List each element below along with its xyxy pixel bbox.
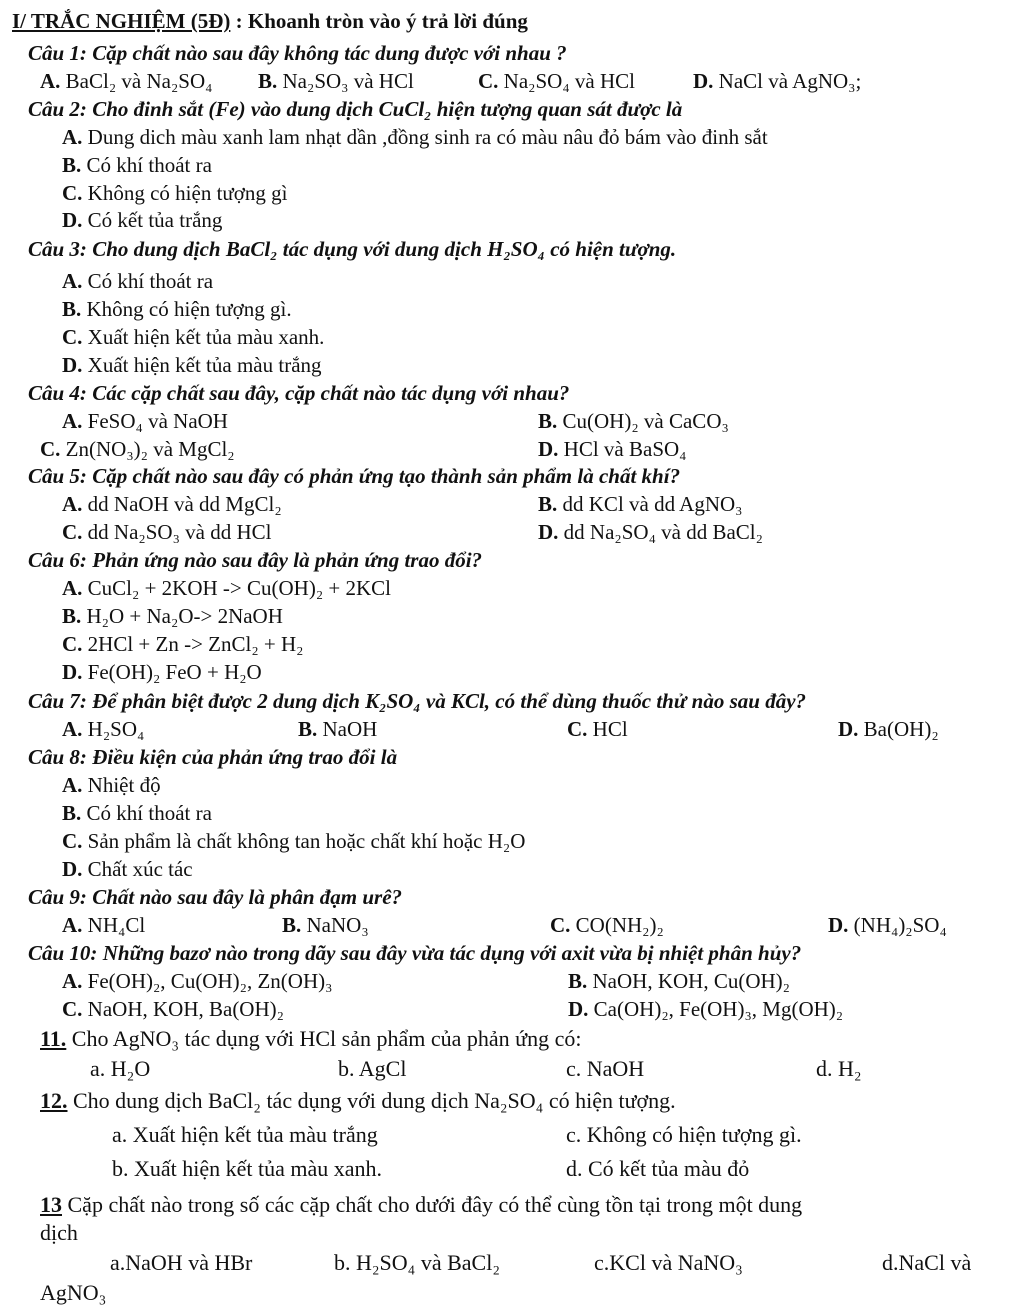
section-title: I/ TRẮC NGHIỆM (5Đ): [12, 9, 231, 33]
question-number: 11.: [40, 1026, 67, 1051]
option-d[interactable]: D. NaCl và AgNO₃;: [693, 69, 862, 93]
question-number: Câu 6:: [28, 548, 87, 572]
option-c[interactable]: C. Zn(NO₃)₂ và MgCl₂: [40, 437, 235, 461]
option-b[interactable]: B. dd KCl và dd AgNO₃: [538, 492, 743, 516]
option-b[interactable]: B. H₂O + Na₂O-> 2NaOH: [62, 604, 283, 628]
option-a[interactable]: A. NH₄Cl: [62, 913, 146, 937]
option-c[interactable]: c. Không có hiện tượng gì.: [566, 1122, 802, 1147]
question-number: Câu 5:: [28, 464, 87, 488]
option-d[interactable]: d. Có kết tủa màu đỏ: [566, 1156, 750, 1181]
question-text: Cho dung dịch BaCl₂ tác dụng với dung dịch H₂SO₄ có hiện tượng.: [92, 237, 677, 261]
option-b[interactable]: B. Không có hiện tượng gì.: [62, 297, 292, 321]
option-d[interactable]: D. Fe(OH)₂ FeO + H₂O: [62, 660, 262, 684]
question-text: Những bazơ nào trong dãy sau đây vừa tác dụng với axit vừa bị nhiệt phân hủy?: [102, 941, 802, 965]
option-b[interactable]: B. Cu(OH)₂ và CaCO₃: [538, 409, 729, 433]
option-a[interactable]: A. CuCl₂ + 2KOH -> Cu(OH)₂ + 2KCl: [62, 576, 392, 600]
question-12: [40, 1088, 676, 1114]
option-b[interactable]: B. Có khí thoát ra: [62, 153, 212, 177]
question-text: Phản ứng nào sau đây là phản ứng trao đổi?: [92, 548, 483, 572]
question-number: Câu 3:: [28, 237, 87, 261]
option-d[interactable]: D. Ba(OH)₂: [838, 717, 939, 741]
option-c[interactable]: C. Sản phẩm là chất không tan hoặc chất khí hoặc H₂O: [62, 829, 526, 853]
question-number: 12.: [40, 1088, 68, 1113]
question-text: Cặp chất nào sau đây không tác dung được với nhau ?: [92, 41, 567, 65]
option-a[interactable]: a. H₂O: [90, 1056, 151, 1081]
option-b[interactable]: B. Có khí thoát ra: [62, 801, 212, 825]
question-number: Câu 8:: [28, 745, 87, 769]
question-text: Cho đinh sắt (Fe) vào dung dịch CuCl₂ hiện tượng quan sát được là: [92, 97, 683, 121]
question-number: Câu 10:: [28, 941, 98, 965]
question-text: Để phân biệt được 2 dung dịch K₂SO₄ và KCl, có thể dùng thuốc thử nào sau đây?: [92, 689, 807, 713]
option-c[interactable]: C. 2HCl + Zn -> ZnCl₂ + H₂: [62, 632, 304, 656]
option-c[interactable]: C. Không có hiện tượng gì: [62, 181, 288, 205]
question-10: [28, 940, 801, 966]
option-c[interactable]: C. CO(NH₂)₂: [550, 913, 664, 937]
option-a[interactable]: A. dd NaOH và dd MgCl₂: [62, 492, 282, 516]
option-b[interactable]: b. AgCl: [338, 1056, 407, 1081]
option-d[interactable]: D. dd Na₂SO₄ và dd BaCl₂: [538, 520, 763, 544]
option-b[interactable]: B. NaOH, KOH, Cu(OH)₂: [568, 969, 790, 993]
question-5: [28, 463, 680, 489]
question-number: Câu 7:: [28, 689, 87, 713]
question-11: [40, 1026, 581, 1052]
option-c[interactable]: C. HCl: [567, 717, 628, 741]
question-number: 13: [40, 1192, 62, 1217]
question-3: [28, 236, 676, 262]
question-number: Câu 4:: [28, 381, 87, 405]
section-header: [12, 8, 528, 34]
question-9: [28, 884, 402, 910]
option-d[interactable]: D. Chất xúc tác: [62, 857, 193, 881]
option-a[interactable]: A. BaCl₂ và Na₂SO₄: [40, 69, 213, 93]
option-a[interactable]: A. Có khí thoát ra: [62, 269, 214, 293]
option-d[interactable]: d. H₂: [816, 1056, 862, 1081]
question-text: Cặp chất nào sau đây có phản ứng tạo thành sản phẩm là chất khí?: [92, 464, 681, 488]
section-instruction: : Khoanh tròn vào ý trả lời đúng: [235, 9, 528, 33]
option-b[interactable]: B. NaNO₃: [282, 913, 369, 937]
option-c[interactable]: C. Xuất hiện kết tủa màu xanh.: [62, 325, 325, 349]
question-2: [28, 96, 682, 122]
option-d[interactable]: D. (NH₄)₂SO₄: [828, 913, 947, 937]
question-number: Câu 1:: [28, 41, 87, 65]
option-b[interactable]: B. Na₂SO₃ và HCl: [258, 69, 414, 93]
option-c[interactable]: C. dd Na₂SO₃ và dd HCl: [62, 520, 272, 544]
question-6: [28, 547, 482, 573]
question-text: Chất nào sau đây là phân đạm urê?: [92, 885, 403, 909]
option-a[interactable]: A. H₂SO₄: [62, 717, 145, 741]
question-text: Điều kiện của phản ứng trao đổi là: [92, 745, 398, 769]
option-c[interactable]: c.KCl và NaNO₃: [594, 1250, 743, 1275]
option-a[interactable]: A. Dung dich màu xanh lam nhạt dần ,đồng sinh ra có màu nâu đỏ bám vào đinh sắt: [62, 125, 768, 149]
option-a[interactable]: A. Nhiệt độ: [62, 773, 161, 797]
option-d[interactable]: D. Có kết tủa trắng: [62, 208, 223, 232]
option-a[interactable]: A. FeSO₄ và NaOH: [62, 409, 228, 433]
option-a[interactable]: a. Xuất hiện kết tủa màu trắng: [112, 1122, 378, 1147]
question-text: Cho AgNO₃ tác dụng với HCl sản phẩm của phản ứng có:: [71, 1026, 582, 1051]
option-c[interactable]: C. Na₂SO₄ và HCl: [478, 69, 635, 93]
question-13-continuation: dịch: [40, 1220, 78, 1245]
question-7: [28, 688, 806, 714]
option-a[interactable]: a.NaOH và HBr: [110, 1250, 253, 1275]
question-4: [28, 380, 569, 406]
option-d[interactable]: d.NaCl và: [882, 1250, 972, 1275]
option-b[interactable]: B. NaOH: [298, 717, 378, 741]
question-number: Câu 2:: [28, 97, 87, 121]
question-text: Cho dung dịch BaCl₂ tác dụng với dung dịch Na₂SO₄ có hiện tượng.: [73, 1088, 676, 1113]
question-1: [28, 40, 567, 66]
option-b[interactable]: b. Xuất hiện kết tủa màu xanh.: [112, 1156, 383, 1181]
question-text: Cặp chất nào trong số các cặp chất cho dưới đây có thể cùng tồn tại trong một dung: [67, 1192, 803, 1217]
option-d[interactable]: D. Ca(OH)₂, Fe(OH)₃, Mg(OH)₂: [568, 997, 844, 1021]
option-d[interactable]: D. HCl và BaSO₄: [538, 437, 687, 461]
question-text: Các cặp chất sau đây, cặp chất nào tác dụng với nhau?: [92, 381, 570, 405]
option-c[interactable]: c. NaOH: [566, 1056, 645, 1081]
option-d[interactable]: D. Xuất hiện kết tủa màu trắng: [62, 353, 322, 377]
option-b[interactable]: b. H₂SO₄ và BaCl₂: [334, 1250, 501, 1275]
option-a[interactable]: A. Fe(OH)₂, Cu(OH)₂, Zn(OH)₃: [62, 969, 333, 993]
question-number: Câu 9:: [28, 885, 87, 909]
question-13: [40, 1192, 802, 1218]
option-c[interactable]: C. NaOH, KOH, Ba(OH)₂: [62, 997, 284, 1021]
option-d-continuation: AgNO₃: [40, 1280, 107, 1305]
question-8: [28, 744, 397, 770]
